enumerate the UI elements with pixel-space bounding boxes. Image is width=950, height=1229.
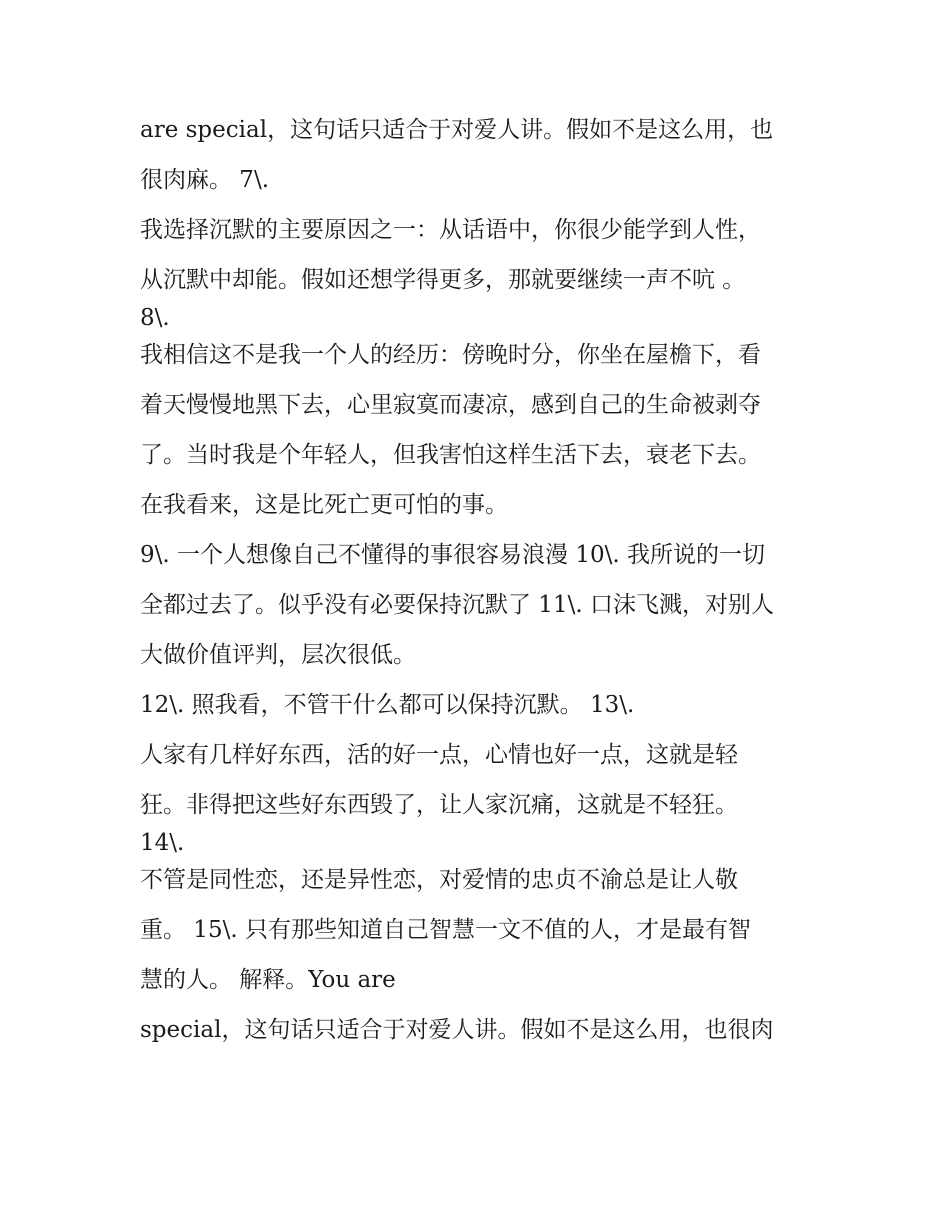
text-line: 人家有几样好东西，活的好一点，心情也好一点，这就是轻 [140,742,738,768]
text-line: 14\. [140,830,185,856]
text-line: 慧的人。 解释。You are [140,967,396,993]
text-line: special，这句话只适合于对爱人讲。假如不是这么用，也很肉 [140,1017,774,1043]
document-body [140,108,830,1058]
text-line: 着天慢慢地黑下去，心里寂寞而凄凉，感到自己的生命被剥夺 [140,392,761,418]
text-line: 了。当时我是个年轻人，但我害怕这样生活下去，衰老下去。 [140,442,761,468]
text-line: 很肉麻。 7\. [140,167,270,193]
text-line: 我相信这不是我一个人的经历：傍晚时分，你坐在屋檐下，看 [140,342,761,368]
text-line: 全都过去了。似乎没有必要保持沉默了 11\. 口沫飞溅，对别人 [140,592,774,618]
text-line: 12\. 照我看，不管干什么都可以保持沉默。 13\. [140,692,635,718]
text-line: 8\. [140,305,170,331]
text-line: 大做价值评判，层次很低。 [140,642,416,668]
text-line: 在我看来，这是比死亡更可怕的事。 [140,492,508,518]
text-line: are special，这句话只适合于对爱人讲。假如不是这么用，也 [140,117,774,143]
text-line: 我选择沉默的主要原因之一：从话语中，你很少能学到人性， [140,217,761,243]
text-line: 狂。非得把这些好东西毁了，让人家沉痛，这就是不轻狂。 [140,792,738,818]
text-line: 从沉默中却能。假如还想学得更多，那就要继续一声不吭 。 [140,267,746,293]
text-line: 不管是同性恋，还是异性恋，对爱情的忠贞不渝总是让人敬 [140,867,738,893]
text-line: 9\. 一个人想像自己不懂得的事很容易浪漫 10\. 我所说的一切 [140,542,765,568]
text-line: 重。 15\. 只有那些知道自己智慧一文不值的人，才是最有智 [140,917,751,943]
